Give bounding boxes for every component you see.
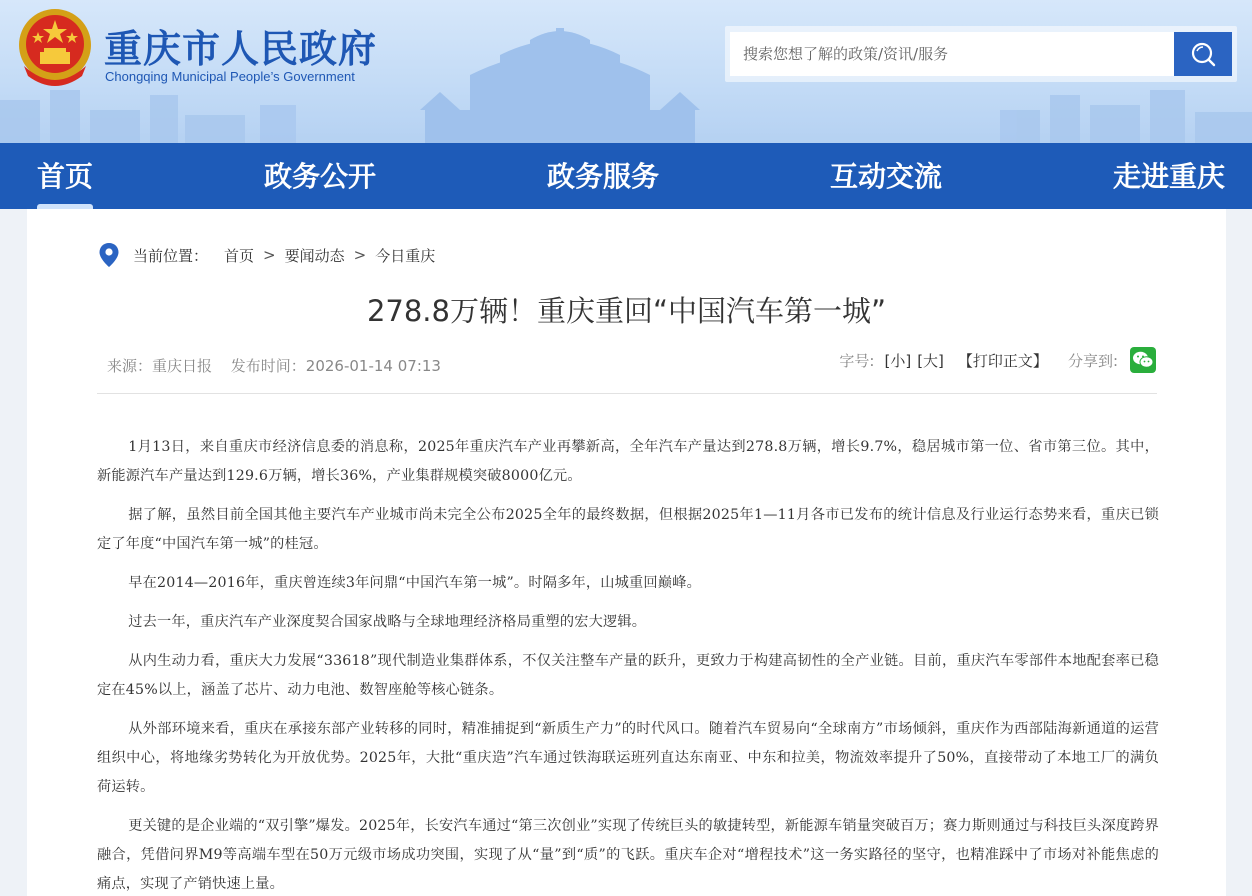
breadcrumb-home[interactable]: 首页 [224,246,255,265]
font-small-button[interactable]: [小] [884,351,912,370]
nav-item-about-chongqing[interactable]: 走进重庆 [1113,160,1226,193]
divider [97,393,1157,394]
article-paragraph: 从内生动力看，重庆大力发展“33618”现代制造业集群体系，不仅关注整车产量的跃升，更致力于构建高韧性的全产业链。目前，重庆汽车零部件本地配套率已稳定在45%以上，涵盖了芯片、动力电池、数智座舱等核心链条。 [97,653,1159,698]
font-size-label: 字号: [839,351,875,370]
breadcrumb-news[interactable]: 要闻动态 [284,246,345,265]
breadcrumb [99,243,435,267]
nav-item-interaction[interactable]: 互动交流 [830,160,943,193]
site-header [0,0,1252,143]
article-paragraph: 1月13日，来自重庆市经济信息委的消息称，2025年重庆汽车产业再攀新高，全年汽车产量达到278.8万辆，增长9.7%，稳居城市第一位、省市第三位。其中，新能源汽车产量达到129.6万辆，增长36%，产业集群规模突破8000亿元。 [97,439,1159,484]
article-source: 来源：重庆日报 [107,357,213,375]
breadcrumb-separator: > [353,246,367,264]
breadcrumb-today-chongqing[interactable]: 今日重庆 [375,246,436,265]
article-paragraph: 据了解，虽然目前全国其他主要汽车产业城市尚未完全公布2025全年的最终数据，但根据2025年1—11月各市已发布的统计信息及行业运行态势来看，重庆已锁定了年度“中国汽车第一城”的桂冠。 [97,507,1159,552]
site-title[interactable]: 重庆市人民政府 [104,27,378,71]
site-subtitle: Chongqing Municipal People’s Government [105,69,355,84]
location-pin-icon [99,243,119,267]
wechat-icon [1132,350,1154,370]
main-nav [0,143,1252,209]
breadcrumb-prefix: 当前位置： [133,246,209,265]
search-input[interactable] [730,32,1174,76]
article-title: 278.8万辆！重庆重回“中国汽车第一城” [366,294,887,328]
article-body [97,433,1159,896]
print-button[interactable]: 【打印正文】 [957,351,1048,370]
share-label: 分享到: [1067,351,1118,370]
article-tools [839,347,1156,373]
search-button[interactable] [1174,32,1232,76]
wechat-share-button[interactable] [1130,347,1156,373]
article-container [27,209,1226,896]
search-icon [1190,41,1216,67]
article-meta [107,355,455,376]
article-publish-time: 发布时间：2026-01-14 07:13 [230,357,441,375]
article-paragraph: 过去一年，重庆汽车产业深度契合国家战略与全球地理经济格局重塑的宏大逻辑。 [128,614,647,630]
nav-item-government-affairs[interactable]: 政务公开 [264,160,377,193]
breadcrumb-separator: > [263,246,276,264]
nav-item-home[interactable] [37,143,93,209]
nav-item-government-services[interactable]: 政务服务 [547,160,660,193]
national-emblem-logo [16,6,94,86]
nav-item-label: 首页 [37,160,94,193]
article-paragraph: 早在2014—2016年，重庆曾连续3年问鼎“中国汽车第一城”。时隔多年，山城重回巅峰。 [128,575,701,591]
article-paragraph: 从外部环境来看，重庆在承接东部产业转移的同时，精准捕捉到“新质生产力”的时代风口。随着汽车贸易向“全球南方”市场倾斜，重庆作为西部陆海新通道的运营组织中心，将地缘劣势转化为开放优势。2025年，大批“重庆造”汽车通过铁海联运班列直达东南亚、中东和拉美，物流效率提升了50%，直接带动了本地工厂的满负荷运转。 [97,721,1159,795]
article-paragraph: 更关键的是企业端的“双引擎”爆发。2025年，长安汽车通过“第三次创业”实现了传统巨头的敏捷转型，新能源车销量突破百万；赛力斯则通过与科技巨头深度跨界融合，凭借问界M9等高端车型在50万元级市场成功突围，实现了从“量”到“质”的飞跃。重庆车企对“增程技术”这一务实路径的坚守，也精准踩中了市场对补能焦虑的痛点，实现了产销快速上量。 [97,818,1159,892]
font-large-button[interactable]: [大] [917,351,944,370]
